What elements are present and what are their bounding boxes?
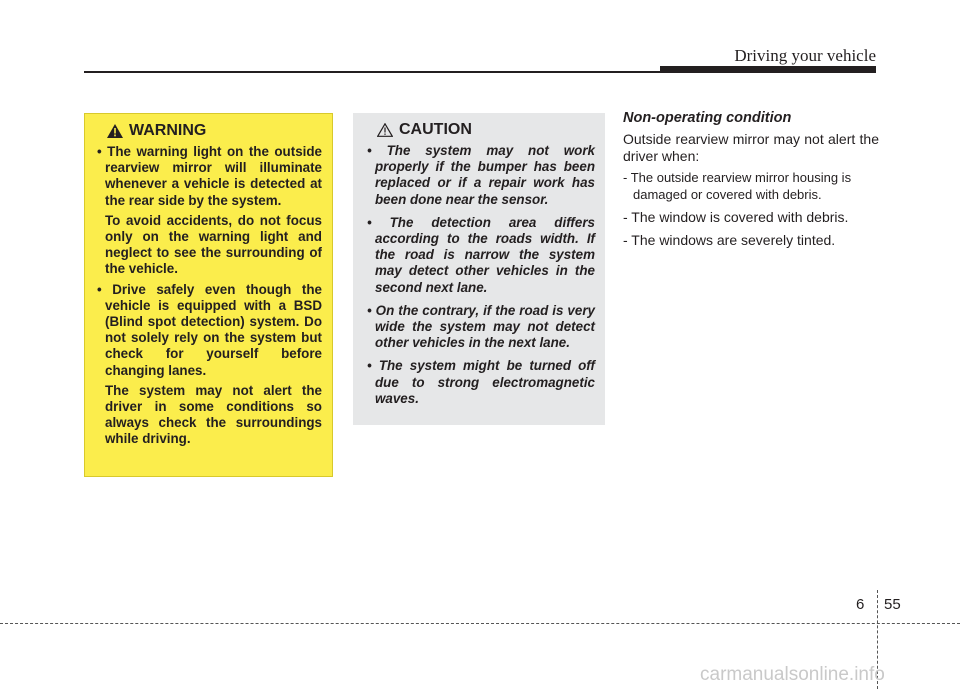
caution-item-text: On the contrary, if the road is very wide the system may not detect other vehicles in the next lane. <box>375 302 595 351</box>
condition-item: - The window is covered with debris. <box>623 209 849 225</box>
warning-item-text: Drive safely even though the vehicle is equipped with a BSD (Blind spot detection) system. Do not solely rely on the system but check for yourself before changing lanes. <box>105 281 322 378</box>
warning-title <box>107 122 322 140</box>
header-rule-thin <box>84 71 674 73</box>
warning-item-sub: The system may not alert the driver in some conditions so always check the surroundings while driving. <box>105 382 322 447</box>
warning-list <box>95 144 322 448</box>
caution-item: • The detection area differs according to the roads width. If the road is narrow the system may detect other vehicles in the second next lane. <box>367 214 595 295</box>
warning-triangle-icon <box>107 124 123 138</box>
warning-item-text: The warning light on the outside rearview mirror will illuminate whenever a vehicle is detected at the rear side by the system. <box>105 144 322 208</box>
right-column <box>623 110 879 254</box>
caution-title <box>377 121 595 139</box>
caution-item-text: The system may not work properly if the bumper has been replaced or if a repair work has been done near the sensor. <box>375 143 595 207</box>
warning-item-sub: To avoid accidents, do not focus only on the warning light and neglect to see the surrounding of the vehicle. <box>105 212 322 277</box>
caution-list <box>365 143 595 407</box>
condition-item: - The outside rearview mirror housing is damaged or covered with debris. <box>623 170 852 202</box>
header-rule-thick <box>660 66 876 73</box>
chapter-number: 6 <box>856 596 865 613</box>
caution-item: • On the contrary, if the road is very wide the system may not detect other vehicles in the next lane. <box>367 302 595 351</box>
page-number: 55 <box>884 596 901 613</box>
warning-box <box>84 113 333 477</box>
caution-item: • The system may not work properly if the bumper has been replaced or if a repair work has been done near the sensor. <box>367 143 595 207</box>
caution-title-text: CAUTION <box>399 121 472 138</box>
warning-item: • The warning light on the outside rearview mirror will illuminate whenever a vehicle is detected at the rear side by the system. To avoid accidents, do not focus only on the warning light and neglect to see the surrounding of the vehicle. <box>97 144 322 277</box>
section-intro: Outside rearview mirror may not alert the driver when: <box>623 131 879 164</box>
condition-list <box>623 170 879 248</box>
caution-item-text: The system might be turned off due to strong electromagnetic waves. <box>375 358 595 406</box>
caution-item: • The system might be turned off due to strong electromagnetic waves. <box>367 358 595 406</box>
caution-box <box>353 113 605 425</box>
footer-dashed-line <box>0 623 960 624</box>
section-heading: Non-operating condition <box>623 110 792 126</box>
caution-triangle-icon <box>377 123 393 137</box>
caution-item-text: The detection area differs according to the roads width. If the road is narrow the system may detect other vehicles in the second next lane. <box>375 214 595 295</box>
condition-item: - The windows are severely tinted. <box>623 231 836 248</box>
page-header-title: Driving your vehicle <box>734 46 876 65</box>
warning-item: • Drive safely even though the vehicle is equipped with a BSD (Blind spot detection) system. Do not solely rely on the system but check for yourself before changing lanes. The system may not alert the driver in some conditions so always check the surroundings while driving. <box>97 281 322 447</box>
watermark: carmanualsonline.info <box>700 664 885 685</box>
warning-title-text: WARNING <box>129 122 207 139</box>
